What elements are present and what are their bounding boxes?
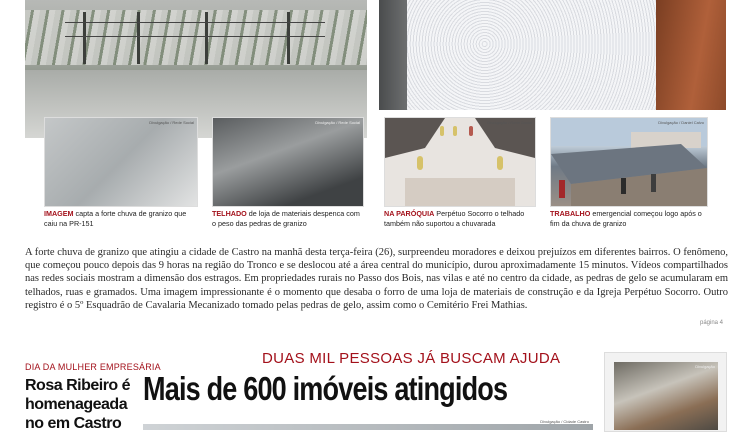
main-story-kicker: DUAS MIL PESSOAS JÁ BUSCAM AJUDA (262, 350, 561, 367)
main-story-headline[interactable]: Mais de 600 imóveis atingidos (143, 370, 508, 407)
main-story-photo (143, 419, 593, 430)
thumb-church-interior (384, 117, 536, 207)
caption-imagem (44, 209, 196, 229)
photo-credit: Divulgação / Daniel Calvo (658, 120, 704, 125)
page-reference[interactable]: página 4 (700, 320, 724, 326)
hail-covered-grass (25, 10, 367, 65)
roof-illustration (551, 118, 707, 206)
thumb-store-roof (212, 117, 364, 207)
caption-label: IMAGEM (44, 209, 74, 218)
side-story-kicker: DIA DA MULHER EMPRESÁRIA (25, 362, 161, 372)
thumb-roof-repair (550, 117, 708, 207)
photo-credit: Divulgação / Rede Social (149, 120, 194, 125)
photo-credit: Divulgação / Rede Social (487, 120, 532, 125)
wall (379, 0, 407, 110)
tile-roof (656, 0, 726, 110)
caption-label: TELHADO (212, 209, 247, 218)
hail-ground (407, 0, 666, 110)
thumb-hail-rain (44, 117, 198, 207)
caption-text: emergencial começou logo após o fim da chuva de granizo (550, 209, 702, 228)
photo-credit: Divulgação (695, 364, 715, 369)
hail-walkway-photo (379, 0, 726, 110)
fence-wire (65, 36, 325, 37)
caption-text: capta a forte chuva de granizo que caiu na PR-151 (44, 209, 187, 228)
caption-paroquia (384, 209, 534, 229)
fence-post (83, 12, 86, 64)
fence-wire (65, 22, 325, 23)
caption-text: de loja de materiais despenca com o peso das pedras de granizo (212, 209, 360, 228)
side-photo (614, 362, 718, 430)
caption-text: Perpétuo Socorro o telhado também não suportou a chuvarada (384, 209, 525, 228)
photo-credit: Divulgação / Cidade Castro (540, 419, 589, 424)
caption-telhado (212, 209, 362, 229)
fence-post (205, 12, 208, 64)
caption-label: TRABALHO (550, 209, 591, 218)
fence-post (137, 12, 140, 64)
fence-post (287, 12, 290, 64)
caption-trabalho (550, 209, 706, 229)
side-story-headline[interactable]: Rosa Ribeiro é homenageada no em Castro (25, 377, 131, 432)
article-body: A forte chuva de granizo que atingiu a cidade de Castro na manhã desta terça-feira (26), surpreendeu moradores e deixou prejuízos em diferentes bairros. O fenômeno, que começou pouco depois das 9 horas na região do Tronco e se deslocou até a área central do município, durou aproximadamente 15 minutos. Vídeos compartilhados nas redes sociais mostram a dimensão dos estragos. Em propriedades rurais no Passo dos Bois, nas vilas e até no centro da cidade, as pedras de gelo se acumularam em telhados, ruas e gramados. Uma imagem impressionante é o momento que desaba o forro de uma loja de materiais de construção e da Igreja Perpétuo Socorro. Outro registro é o 5º Esquadrão de Cavalaria Mecanizado tomado pelas pedras de gelo, assim como o Cemitério Frei Mathias. (25, 247, 728, 311)
caption-label: NA PARÓQUIA (384, 209, 435, 218)
church-illustration (385, 118, 535, 206)
photo-credit: Divulgação / Rede Social (315, 120, 360, 125)
